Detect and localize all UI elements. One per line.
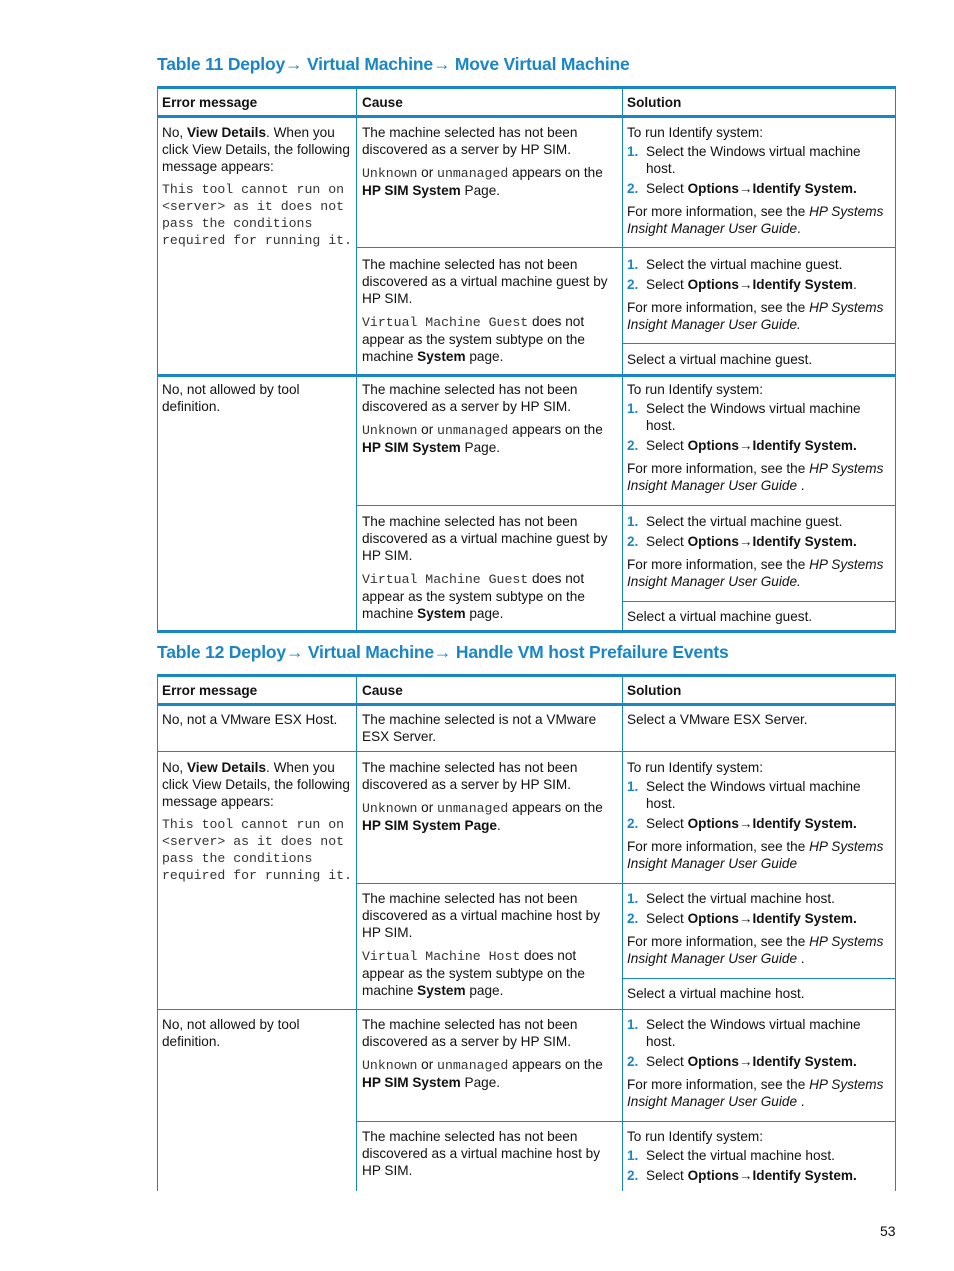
table-11	[157, 86, 896, 633]
table-12-caption: Table 12 Deploy→ Virtual Machine→ Handle VM host Prefailure Events	[157, 642, 729, 662]
solution-cell: 1. Select the Windows virtual machine host. 2. Select Options→Identify System. For more information, see the HP Systems Insight Manager User Guide .	[627, 1017, 884, 1109]
table-row: No, View Details. When you click View Details, the following message appears: This tool cannot run on <server> as it does not pass the conditions required for running it.	[162, 760, 352, 883]
cause-cell: The machine selected has not been discovered as a virtual machine host by HP SIM.	[362, 1129, 601, 1178]
table-row: No, not allowed by tool definition.	[162, 382, 300, 414]
solution-cell: Select a VMware ESX Server.	[627, 712, 808, 727]
solution-cell: 1. Select the virtual machine guest. 2. Select Options→Identify System. For more information, see the HP Systems Insight Manager User Guide.	[627, 257, 884, 332]
table-row: No, not allowed by tool definition.	[162, 1017, 300, 1049]
header-solution: Solution	[627, 95, 682, 110]
table-12	[157, 674, 896, 1191]
solution-cell: To run Identify system: 1. Select the Windows virtual machine host. 2. Select Options→Identify System. For more information, see the HP Systems Insight Manager User Guide.	[627, 125, 884, 236]
page-number: 53	[880, 1223, 896, 1239]
header-solution: Solution	[627, 683, 682, 698]
code-message: This tool cannot run on <server> as it does not pass the conditions required for running it.	[162, 817, 352, 883]
cause-cell: The machine selected has not been discovered as a virtual machine guest by HP SIM. Virtual Machine Guest does not appear as the system subtype on the machine System page.	[362, 257, 608, 364]
header-cause: Cause	[362, 95, 403, 110]
cause-cell: The machine selected has not been discovered as a server by HP SIM. Unknown or unmanaged appears on the HP SIM System Page.	[362, 382, 603, 455]
solution-cell: To run Identify system: 1. Select the Windows virtual machine host. 2. Select Options→Identify System. For more information, see the HP Systems Insight Manager User Guide	[627, 760, 884, 871]
cause-cell: The machine selected has not been discovered as a virtual machine guest by HP SIM. Virtual Machine Guest does not appear as the system subtype on the machine System page.	[362, 514, 608, 621]
solution-cell: 1. Select the virtual machine guest. 2. Select Options→Identify System. For more information, see the HP Systems Insight Manager User Guide.	[627, 514, 884, 589]
header-error-message: Error message	[162, 95, 258, 110]
cause-cell: The machine selected has not been discovered as a server by HP SIM. Unknown or unmanaged appears on the HP SIM System Page.	[362, 125, 603, 198]
solution-cell: Select a virtual machine guest.	[627, 352, 813, 367]
header-error-message: Error message	[162, 683, 258, 698]
solution-cell: To run Identify system: 1. Select the virtual machine host. 2. Select Options→Identify System.	[627, 1129, 857, 1183]
header-cause: Cause	[362, 683, 403, 698]
solution-cell: Select a virtual machine host.	[627, 986, 805, 1001]
cause-cell: The machine selected has not been discovered as a server by HP SIM. Unknown or unmanaged appears on the HP SIM System Page.	[362, 1017, 603, 1090]
solution-cell: 1. Select the virtual machine host. 2. Select Options→Identify System. For more information, see the HP Systems Insight Manager User Guide .	[627, 891, 884, 966]
table-row: No, not a VMware ESX Host.	[162, 712, 338, 727]
solution-cell: To run Identify system: 1. Select the Windows virtual machine host. 2. Select Options→Identify System. For more information, see the HP Systems Insight Manager User Guide .	[627, 382, 884, 493]
cause-cell: The machine selected has not been discovered as a virtual machine host by HP SIM. Virtual Machine Host does not appear as the system subtype on the machine System page.	[362, 891, 601, 998]
table-11-caption: Table 11 Deploy→ Virtual Machine→ Move Virtual Machine	[157, 54, 630, 74]
cause-cell: The machine selected is not a VMware ESX Server.	[362, 712, 597, 744]
solution-cell: Select a virtual machine guest.	[627, 609, 813, 624]
code-message: This tool cannot run on <server> as it does not pass the conditions required for running it.	[162, 182, 352, 248]
table-row: No, View Details. When you click View Details, the following message appears: This tool cannot run on <server> as it does not pass the conditions required for running it.	[162, 125, 352, 248]
cause-cell: The machine selected has not been discovered as a server by HP SIM. Unknown or unmanaged appears on the HP SIM System Page.	[362, 760, 603, 833]
